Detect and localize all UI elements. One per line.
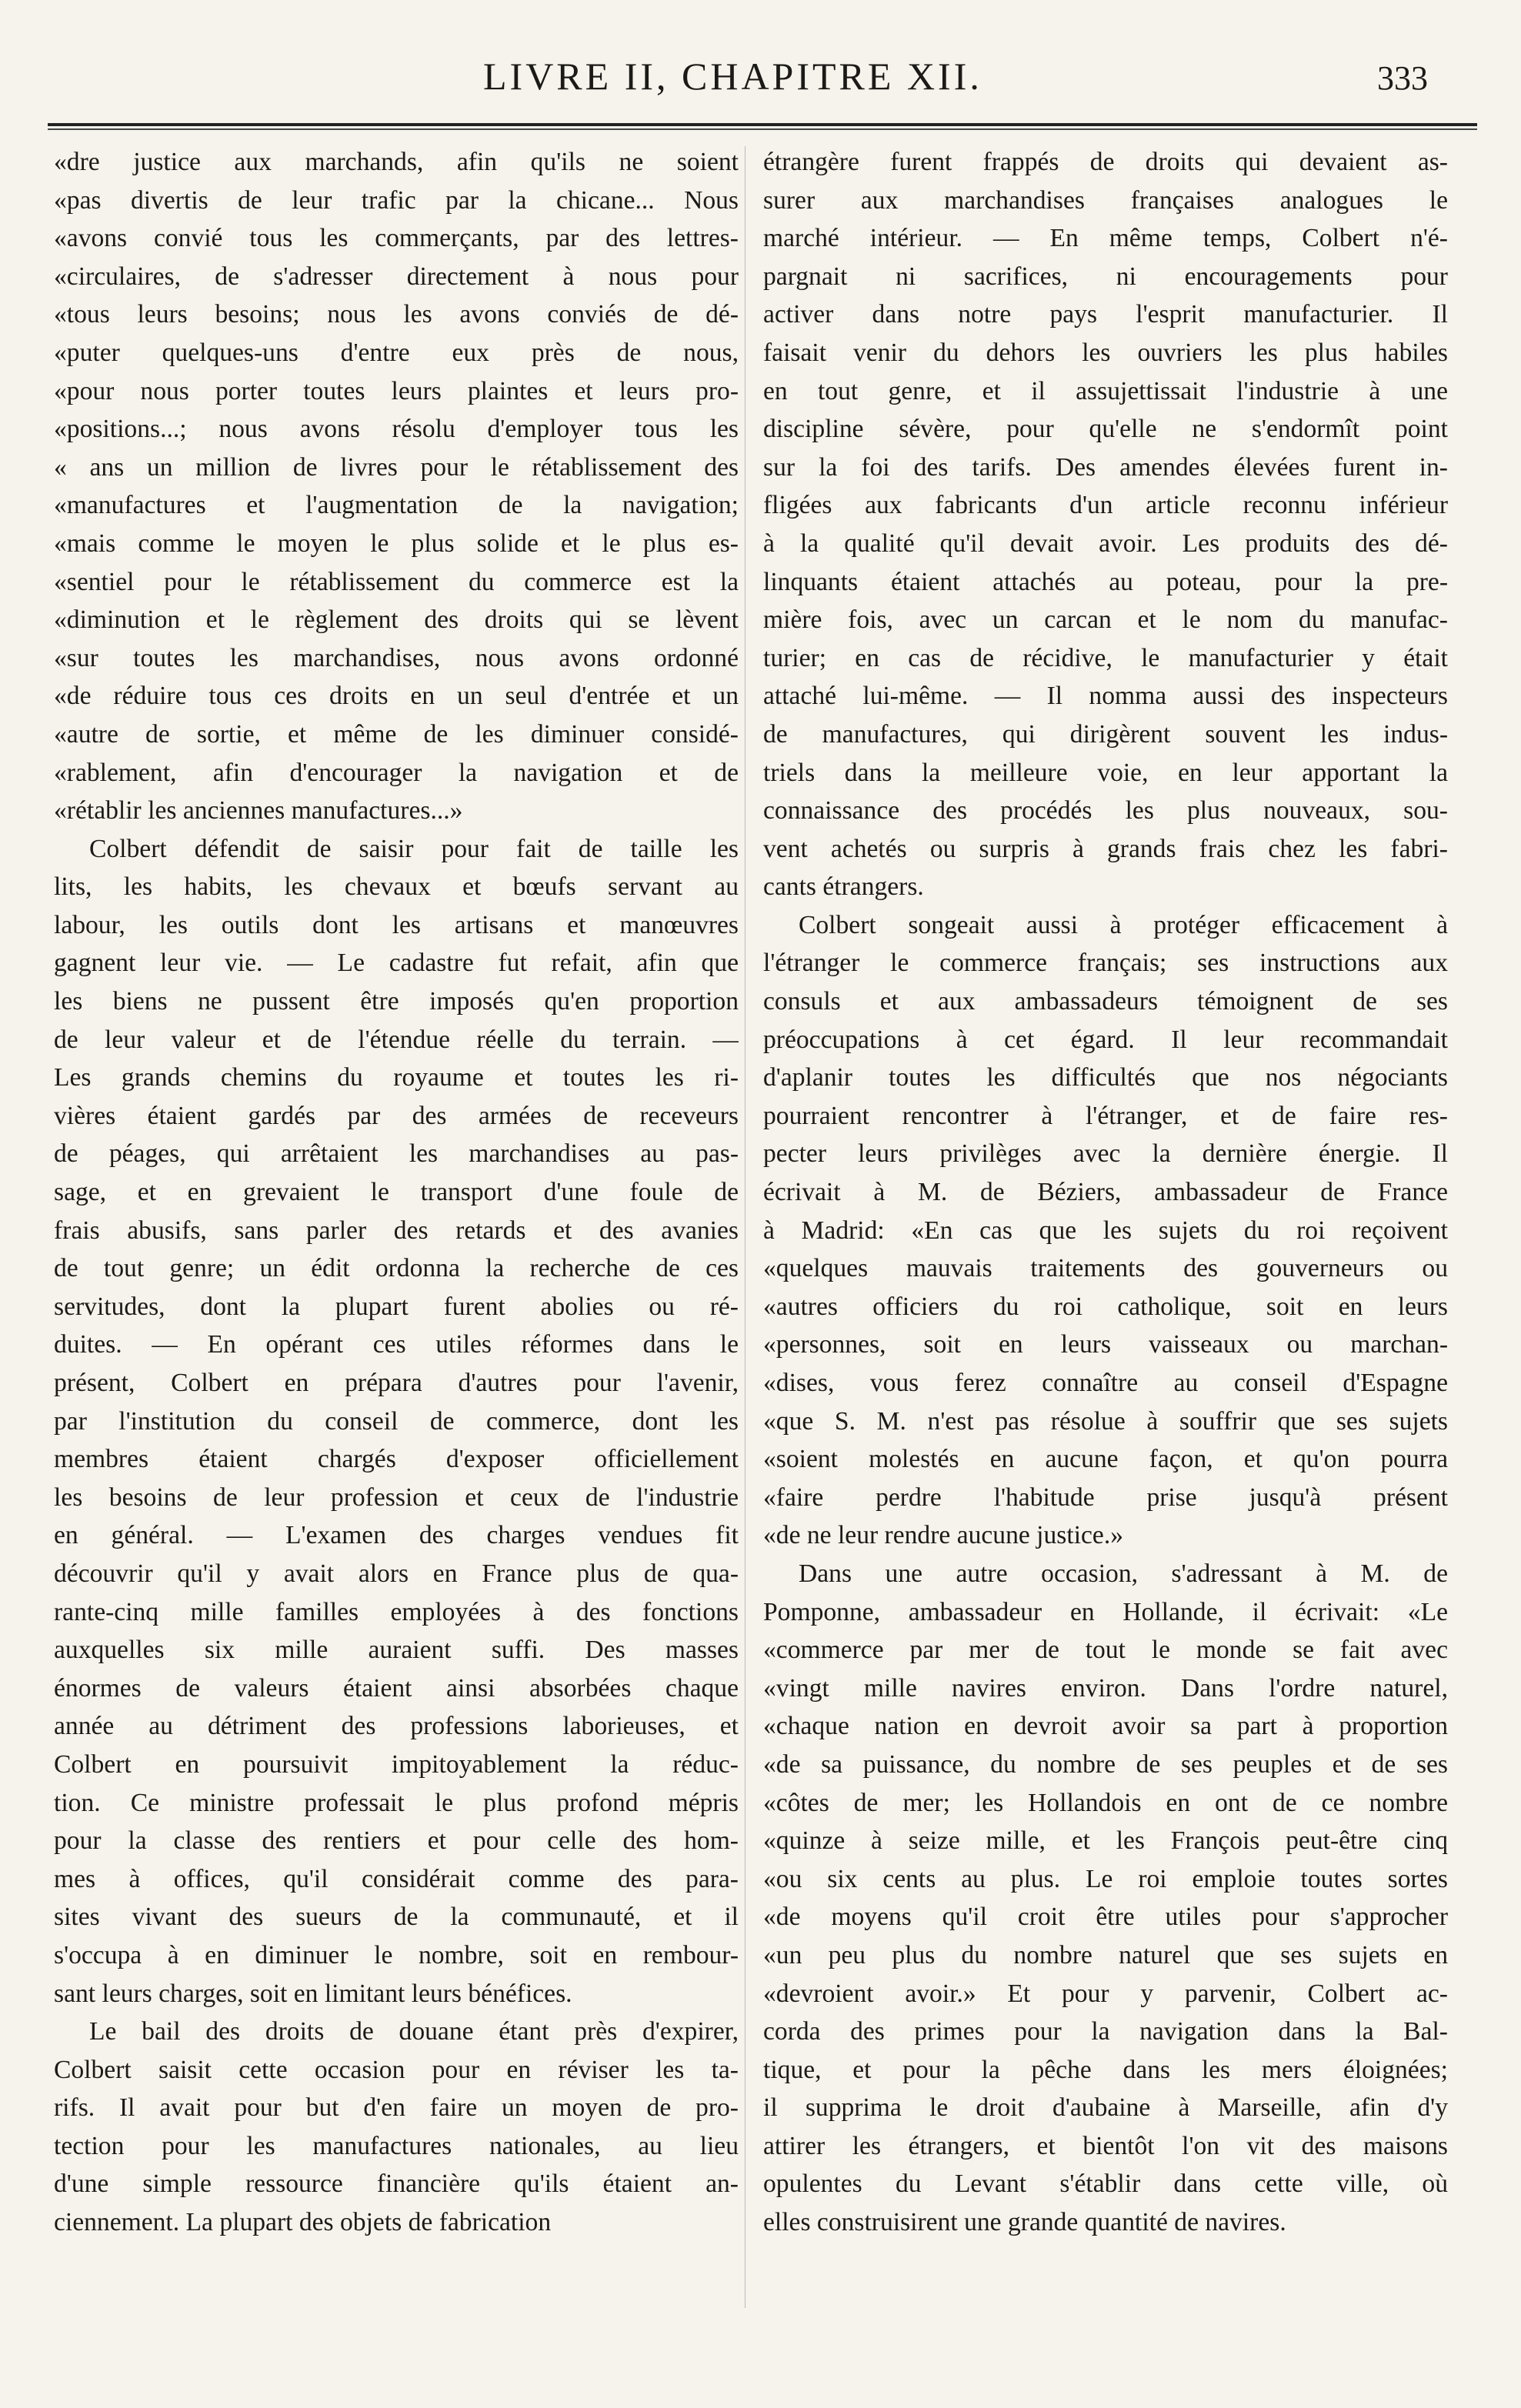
text-line: mière fois, avec un carcan et le nom du manufac- (763, 605, 1448, 635)
text-line: Les grands chemins du royaume et toutes les ri- (54, 1063, 739, 1092)
text-line: attirer les étrangers, et bientôt l'on vit des maisons (763, 2131, 1448, 2160)
text-line: «autre de sortie, et même de les diminuer considé- (54, 719, 739, 749)
text-line: écrivait à M. de Béziers, ambassadeur de France (763, 1178, 1448, 1207)
text-line: «tous leurs besoins; nous les avons conviés de dé- (54, 300, 739, 329)
text-line: «quinze à seize mille, et les François peut-être cinq (763, 1826, 1448, 1856)
text-line: «faire perdre l'habitude prise jusqu'à présent (763, 1482, 1448, 1512)
text-line: «manufactures et l'augmentation de la navigation; (54, 491, 739, 520)
text-line: sur la foi des tarifs. Des amendes élevées furent in- (763, 452, 1448, 482)
text-line: à la qualité qu'il devait avoir. Les produits des dé- (763, 529, 1448, 558)
text-line: de leur valeur et de l'étendue réelle du terrain. — (54, 1025, 739, 1054)
text-line: «positions...; nous avons résolu d'employer tous les (54, 415, 739, 444)
text-line: connaissance des procédés les plus nouveaux, sou- (763, 796, 1448, 825)
text-line: ciennement. La plupart des objets de fabrication (54, 2208, 552, 2237)
text-line: fligées aux fabricants d'un article reconnu inférieur (763, 491, 1448, 520)
text-line: corda des primes pour la navigation dans la Bal- (763, 2017, 1448, 2046)
text-line: tion. Ce ministre professait le plus profond mépris (54, 1788, 739, 1817)
text-line: de manufactures, qui dirigèrent souvent les indus- (763, 719, 1448, 749)
text-line: «dises, vous ferez connaître au conseil d'Espagne (763, 1369, 1448, 1397)
text-line: en tout genre, et il assujettissait l'industrie à une (763, 376, 1448, 405)
text-line: «sentiel pour le rétablissement du commerce est la (54, 567, 739, 596)
text-line: discipline sévère, pour qu'elle ne s'endormît point (763, 415, 1448, 444)
running-title: LIVRE II, CHAPITRE XII. (483, 55, 982, 98)
text-line: opulentes du Levant s'établir dans cette ville, où (763, 2170, 1448, 2199)
text-line: pecter leurs privilèges avec la dernière énergie. Il (763, 1139, 1448, 1169)
text-line: «rétablir les anciennes manufactures...» (54, 796, 463, 825)
text-line: «chaque nation en devroit avoir sa part à proportion (763, 1712, 1448, 1741)
text-line: préoccupations à cet égard. Il leur recommandait (763, 1025, 1448, 1054)
text-line: faisait venir du dehors les ouvriers les plus habiles (763, 338, 1448, 367)
text-line: sage, et en grevaient le transport d'une foule de (54, 1178, 739, 1207)
text-line: sant leurs charges, soit en limitant leurs bénéfices. (54, 1979, 572, 2008)
text-line: de péages, qui arrêtaient les marchandises au pas- (54, 1139, 739, 1169)
text-line: les biens ne pussent être imposés qu'en proportion (54, 987, 739, 1016)
text-line: tique, et pour la pêche dans les mers éloignées; (763, 2055, 1448, 2084)
text-line: «personnes, soit en leurs vaisseaux ou marchan- (763, 1330, 1448, 1359)
text-line: «sur toutes les marchandises, nous avons ordonné (54, 643, 739, 672)
left-column (54, 143, 739, 2242)
text-line: «pour nous porter toutes leurs plaintes et leurs pro- (54, 376, 739, 405)
text-line: «vingt mille navires environ. Dans l'ordre naturel, (763, 1673, 1448, 1703)
text-line: attaché lui-même. — Il nomma aussi des inspecteurs (763, 682, 1448, 711)
text-line: labour, les outils dont les artisans et manœuvres (54, 910, 739, 939)
text-line: Colbert en poursuivit impitoyablement la réduc- (54, 1749, 739, 1779)
text-line: à Madrid: «En cas que les sujets du roi reçoivent (763, 1216, 1448, 1245)
text-line: «un peu plus du nombre naturel que ses sujets en (763, 1940, 1448, 1969)
text-line: année au détriment des professions laborieuses, et (54, 1712, 739, 1741)
text-line: marché intérieur. — En même temps, Colbert n'é- (763, 224, 1448, 253)
text-line: Colbert saisit cette occasion pour en réviser les ta- (54, 2055, 739, 2084)
text-line: «dre justice aux marchands, afin qu'ils ne soient (54, 148, 739, 176)
text-line: d'aplanir toutes les difficultés que nos négociants (763, 1063, 1448, 1092)
text-line: «commerce par mer de tout le monde se fait avec (763, 1636, 1448, 1665)
text-line: Dans une autre occasion, s'adressant à M. de (799, 1559, 1448, 1588)
text-line: cants étrangers. (763, 872, 924, 902)
text-line: présent, Colbert en prépara d'autres pour l'avenir, (54, 1369, 739, 1397)
text-line: duites. — En opérant ces utiles réformes dans le (54, 1330, 739, 1359)
text-line: surer aux marchandises françaises analogues le (763, 185, 1448, 215)
text-line: «ou six cents au plus. Le roi emploie toutes sortes (763, 1864, 1448, 1893)
text-line: membres étaient chargés d'exposer officiellement (54, 1445, 739, 1474)
text-line: linquants étaient attachés au poteau, pour la pre- (763, 567, 1448, 596)
page-number: 333 (1377, 59, 1428, 97)
text-line: «de ne leur rendre aucune justice.» (763, 1521, 1124, 1550)
text-line: découvrir qu'il y avait alors en France plus de qua- (54, 1559, 739, 1588)
text-line: triels dans la meilleure voie, en leur apportant la (763, 758, 1448, 787)
text-line: mes à offices, qu'il considérait comme des para- (54, 1864, 739, 1893)
right-column (763, 143, 1448, 2242)
text-line: servitudes, dont la plupart furent abolies ou ré- (54, 1292, 739, 1321)
text-line: «diminution et le règlement des droits qui se lèvent (54, 605, 739, 635)
text-line: il supprima le droit d'aubaine à Marseille, afin d'y (763, 2093, 1448, 2123)
text-line: pargnait ni sacrifices, ni encouragements pour (763, 262, 1448, 291)
text-line: en général. — L'examen des charges vendues fit (54, 1521, 739, 1550)
text-line: «devroient avoir.» Et pour y parvenir, Colbert ac- (763, 1979, 1448, 2008)
text-line: par l'institution du conseil de commerce, dont les (54, 1406, 739, 1436)
text-line: «de réduire tous ces droits en un seul d'entrée et un (54, 682, 739, 711)
text-line: lits, les habits, les chevaux et bœufs servant au (54, 872, 739, 902)
text-line: tection pour les manufactures nationales, au lieu (54, 2131, 739, 2160)
text-line: «que S. M. n'est pas résolue à souffrir que ses sujets (763, 1406, 1448, 1436)
text-line: frais abusifs, sans parler des retards et des avanies (54, 1216, 739, 1245)
text-line: Colbert défendit de saisir pour fait de taille les (89, 834, 739, 863)
text-line: activer dans notre pays l'esprit manufacturier. Il (763, 300, 1448, 329)
text-line: d'une simple ressource financière qu'ils étaient an- (54, 2170, 739, 2199)
text-line: «de sa puissance, du nombre de ses peuples et de ses (763, 1749, 1448, 1779)
text-line: turier; en cas de récidive, le manufacturier y était (763, 643, 1448, 672)
text-line: étrangère furent frappés de droits qui devaient as- (763, 148, 1448, 176)
text-line: Colbert songeait aussi à protéger efficacement à (799, 910, 1448, 939)
text-line: l'étranger le commerce français; ses instructions aux (763, 949, 1448, 978)
text-line: vières étaient gardés par des armées de receveurs (54, 1101, 739, 1130)
text-line: les besoins de leur profession et ceux de l'industrie (54, 1482, 739, 1512)
text-line: «avons convié tous les commerçants, par des lettres- (54, 224, 739, 253)
text-line: « ans un million de livres pour le rétablissement des (54, 452, 739, 482)
text-line: rante-cinq mille familles employées à des fonctions (54, 1597, 739, 1626)
text-line: Le bail des droits de douane étant près d'expirer, (89, 2017, 739, 2046)
header-rule (48, 123, 1477, 130)
text-line: «de moyens qu'il croit être utiles pour s'approcher (763, 1903, 1448, 1932)
text-line: consuls et aux ambassadeurs témoignent de ses (763, 987, 1448, 1016)
text-line: vent achetés ou surpris à grands frais chez les fabri- (763, 834, 1448, 863)
text-line: auxquelles six mille auraient suffi. Des masses (54, 1636, 739, 1665)
text-line: sites vivant des sueurs de la communauté, et il (54, 1903, 739, 1932)
text-line: «quelques mauvais traitements des gouverneurs ou (763, 1254, 1448, 1283)
text-line: «pas divertis de leur trafic par la chicane... Nous (54, 185, 739, 215)
text-line: gagnent leur vie. — Le cadastre fut refait, afin que (54, 949, 739, 978)
text-line: «autres officiers du roi catholique, soit en leurs (763, 1292, 1448, 1321)
text-line: Pomponne, ambassadeur en Hollande, il écrivait: «Le (763, 1597, 1448, 1626)
text-line: «rablement, afin d'encourager la navigation et de (54, 758, 739, 787)
text-line: «circulaires, de s'adresser directement à nous pour (54, 262, 739, 291)
text-line: elles construisirent une grande quantité de navires. (763, 2208, 1286, 2237)
text-line: de tout genre; un édit ordonna la recherche de ces (54, 1254, 739, 1283)
text-line: pour la classe des rentiers et pour celle des hom- (54, 1826, 739, 1856)
text-line: énormes de valeurs étaient ainsi absorbées chaque (54, 1673, 739, 1703)
text-line: «soient molestés en aucune façon, et qu'on pourra (763, 1445, 1448, 1474)
text-line: «côtes de mer; les Hollandois en ont de ce nombre (763, 1788, 1448, 1817)
text-line: «puter quelques-uns d'entre eux près de nous, (54, 338, 739, 367)
text-line: rifs. Il avait pour but d'en faire un moyen de pro- (54, 2093, 739, 2123)
text-line: s'occupa à en diminuer le nombre, soit en rembour- (54, 1940, 739, 1969)
text-line: pourraient rencontrer à l'étranger, et de faire res- (763, 1101, 1448, 1130)
page-header (0, 54, 1521, 115)
text-line: «mais comme le moyen le plus solide et le plus es- (54, 529, 739, 558)
